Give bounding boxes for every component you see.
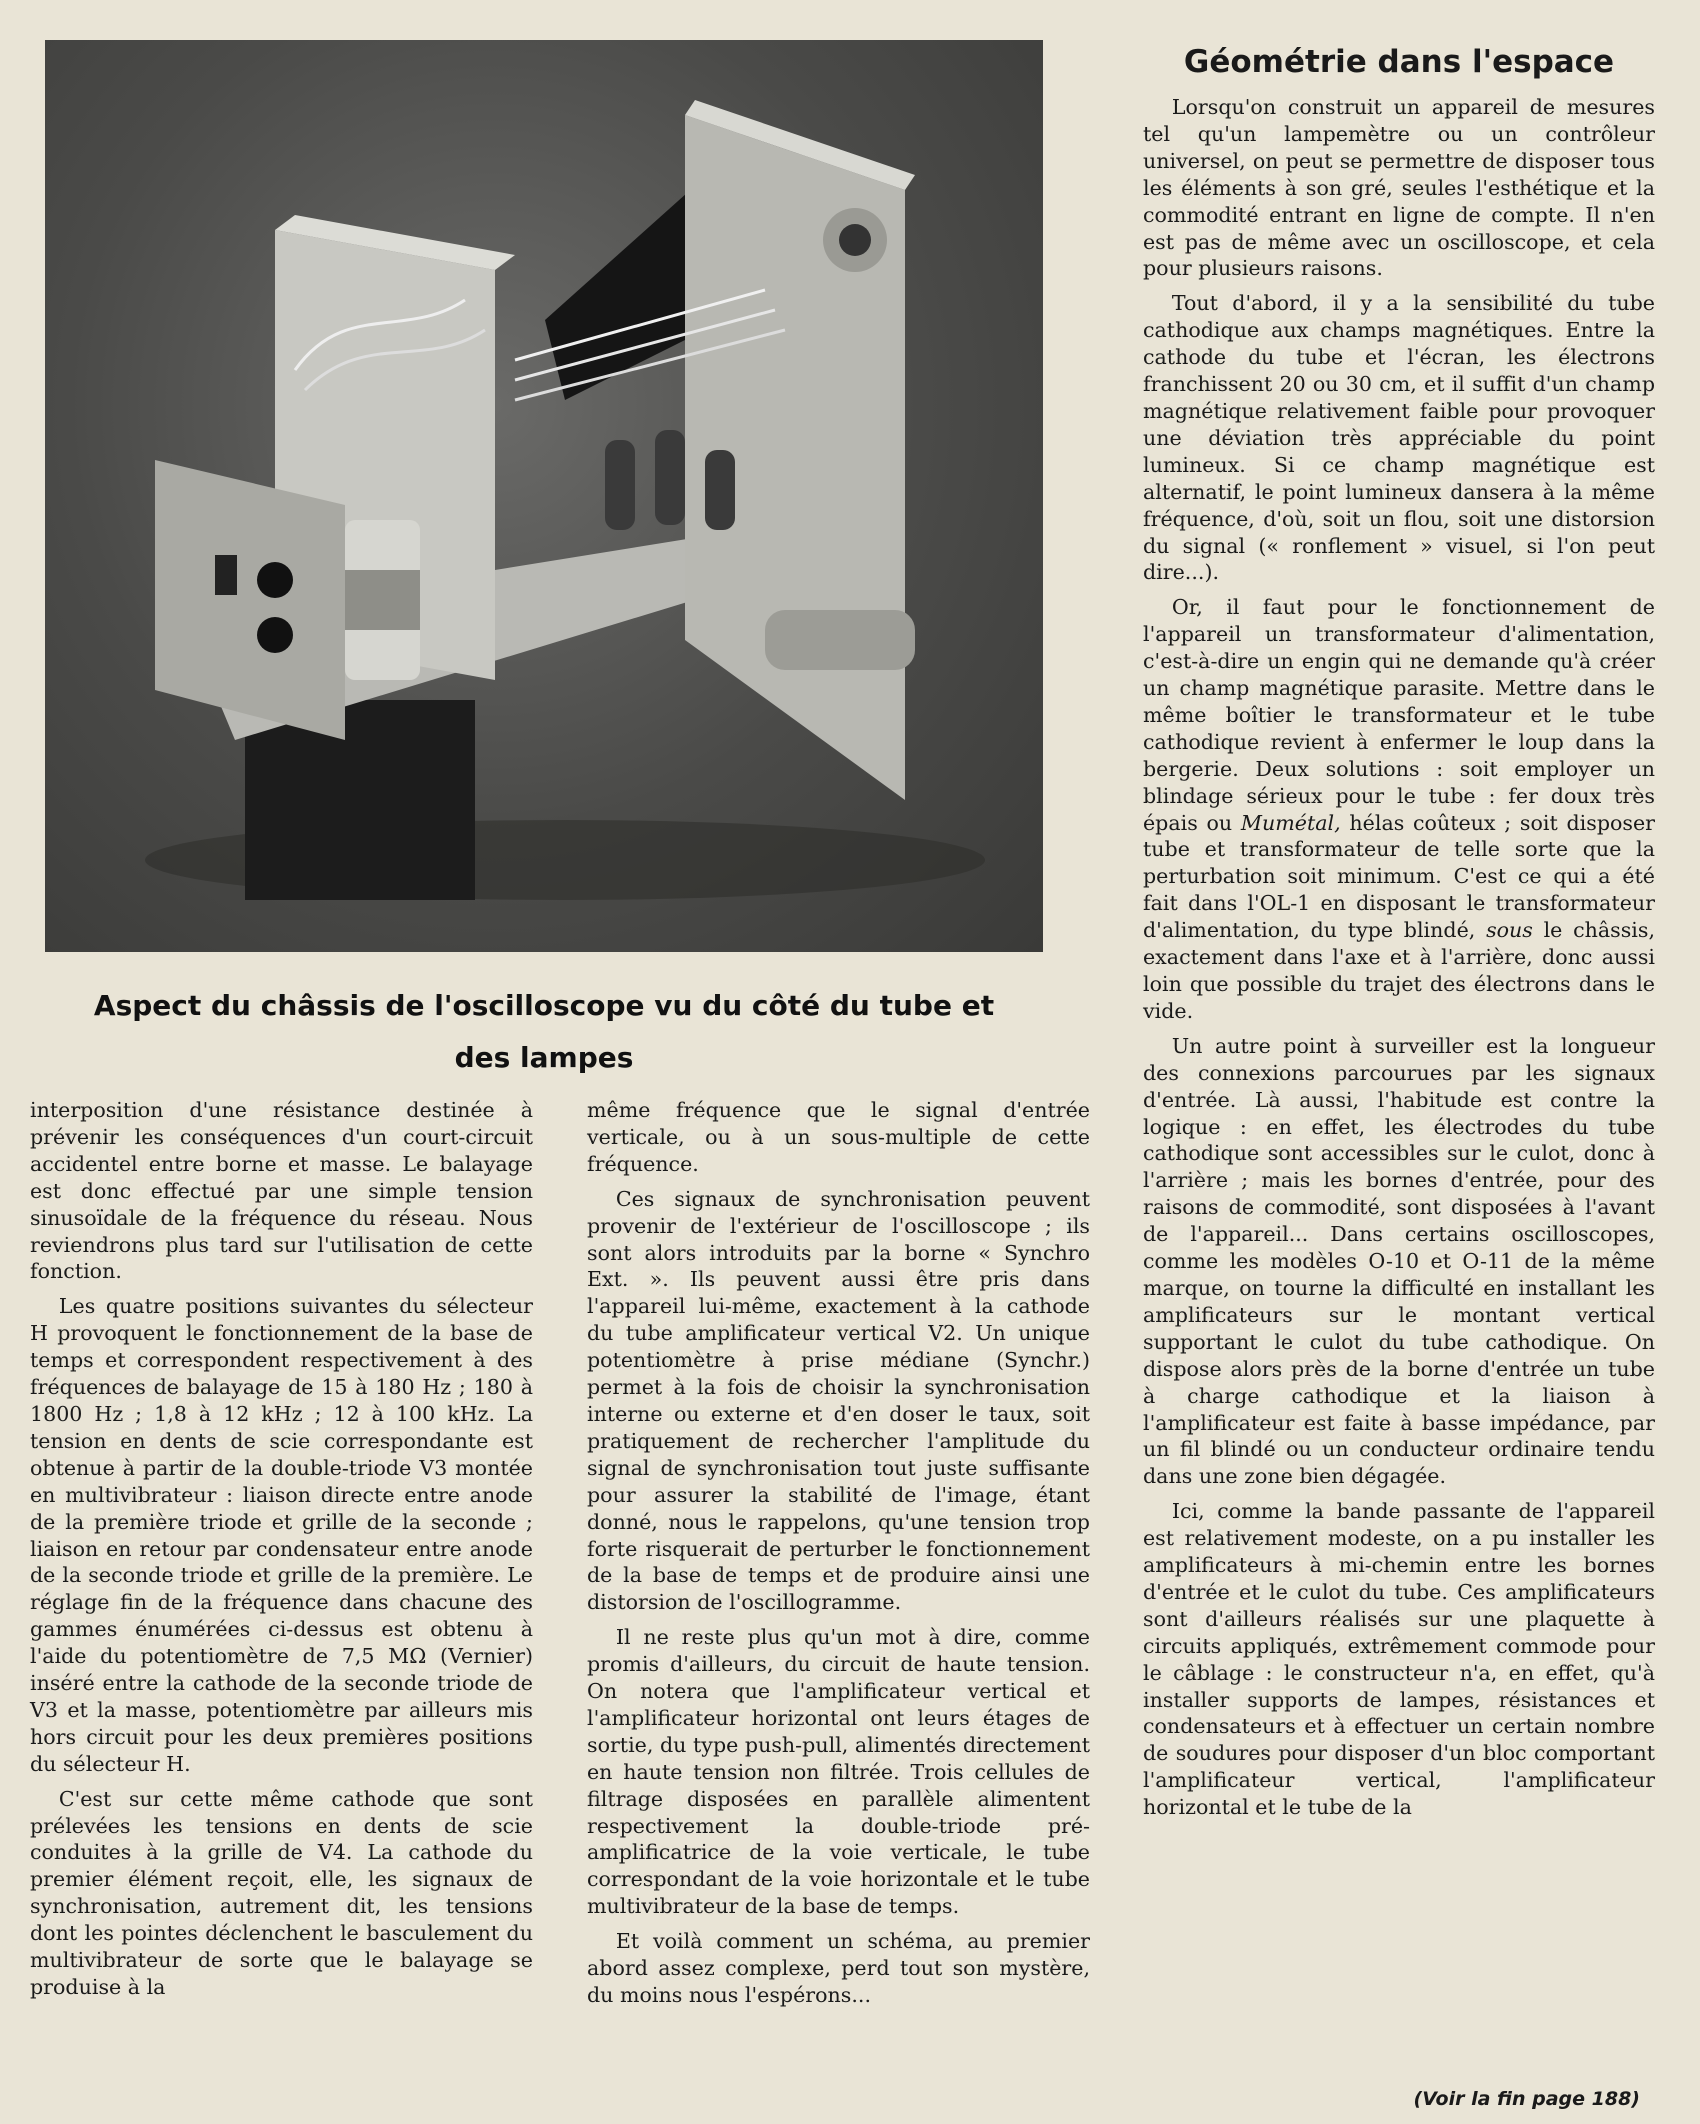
col3-paragraph-4: Un autre point à surveiller est la longueur des connexions parcourues par les signaux d'entrée. Là aussi, l'habitude est contre la logique : en effet, les électrodes du tube cathodique sont accessibles sur le culot, donc à l'arrière ; mais les bornes d'entrée, pour des raisons de commodité, sont disposées à l'avant de l'appareil... Dans certains oscilloscopes, comme les modèles O-10 et O-11 de la même marque, on tourne la difficulté en installant les amplificateurs sur le montant vertical supportant le culot du tube cathodique. On dispose alors près de la borne d'entrée un tube à charge cathodique et la liaison à l'amplificateur est faite à basse impédance, par un fil blindé ou un conducteur ordinaire tendu dans une zone bien dégagée. bbox=[1143, 1033, 1655, 1489]
col2-paragraph-4: Et voilà comment un schéma, au premier abord assez complexe, perd tout son mystère, du moins nous l'espérons... bbox=[587, 1929, 1090, 2007]
col3-p3-emphasis-sous: sous bbox=[1486, 918, 1533, 943]
col3-paragraph-5: Ici, comme la bande passante de l'appareil est relativement modeste, on a pu installer les amplificateurs à mi-chemin entre les bornes d'entrée et le culot du tube. Ces amplificateurs sont d'ailleurs réalisés sur une plaquette à circuits appliqués, extrêmement commode pour le câblage : le constructeur n'a, en effet, qu'à installer supports de lampes, résistances et condensateurs et à effectuer un certain nombre de soudures pour disposer d'un bloc comportant l'amplificateur vertical, l'amplificateur horizontal et le tube de la bbox=[1143, 1499, 1655, 1820]
transformer-block bbox=[245, 700, 475, 900]
col3-paragraph-2: Tout d'abord, il y a la sensibilité du tube cathodique aux champs magnétiques. Entre la cathode du tube et l'écran, les électrons franchissent 20 ou 30 cm, et il suffit d'un champ magnétique relativement faible pour provoquer une déviation très appréciable du point lumineux. Si ce champ magnétique est alternatif, le point lumineux dansera à la même fréquence, d'où, soit un flou, soit une distorsion du signal (« ronflement » visuel, si l'on peut dire...). bbox=[1143, 291, 1655, 585]
column-1 bbox=[30, 1097, 533, 2001]
col3-p3-emphasis-mumetal: Mumétal, bbox=[1240, 810, 1341, 835]
col2-paragraph-3: Il ne reste plus qu'un mot à dire, comme promis d'ailleurs, du circuit de haute tension. On notera que l'amplificateur vertical et l'amplificateur horizontal ont leurs étages de sortie, du type push-pull, alimentés directement en haute tension non filtrée. Trois cellules de filtrage disposées en parallèle alimentent respectivement la double-triode pré-amplificatrice de la voie verticale, le tube correspondant de la voie horizontale et le tube multivibrateur de la base de temps. bbox=[587, 1625, 1090, 1919]
caption-line-1: Aspect du châssis de l'oscilloscope vu du côté du tube et bbox=[93, 989, 995, 1022]
chassis-illustration bbox=[45, 40, 1043, 952]
col1-paragraph-1: interposition d'une résistance destinée à prévenir les conséquences d'un court-circuit accidentel entre borne et masse. Le balayage est donc effectué par une simple tension sinusoïdale de la fréquence du réseau. Nous reviendrons plus tard sur l'utilisation de cette fonction. bbox=[30, 1098, 533, 1284]
oscilloscope-chassis-photo bbox=[45, 40, 1043, 952]
column-2 bbox=[587, 1097, 1090, 2009]
col1-paragraph-2: Les quatre positions suivantes du sélecteur H provoquent le fonctionnement de la base de temps et correspondent respectivement à des fréquences de balayage de 15 à 180 Hz ; 180 à 1800 Hz ; 1,8 à 12 kHz ; 12 à 100 kHz. La tension en dents de scie correspondante est obtenue à partir de la double-triode V3 montée en multivibrateur : liaison directe entre anode de la première triode et grille de la seconde ; liaison en retour par condensateur entre anode de la seconde triode et grille de la première. Le réglage fin de la fréquence dans chacune des gammes énumérées ci-dessus est obtenu à l'aide du potentiomètre de 7,5 MΩ (Vernier) inséré entre la cathode de la seconde triode de V3 et la masse, potentiomètre par ailleurs mis hors circuit pour les deux premières positions du sélecteur H. bbox=[30, 1294, 533, 1776]
col1-paragraph-3: C'est sur cette même cathode que sont prélevées les tensions en dents de scie conduites à la grille de V4. La cathode du premier élément reçoit, elle, les signaux de synchronisation, autrement dit, les tensions dont les pointes déclenchent le basculement du multivibrateur de sorte que le balayage se produise à la bbox=[30, 1786, 533, 1999]
column-3 bbox=[1143, 94, 1655, 1821]
col2-paragraph-2: Ces signaux de synchronisation peuvent provenir de l'extérieur de l'oscilloscope ; ils sont alors introduits par la borne « Synchro Ext. ». Ils peuvent aussi être pris dans l'appareil lui-même, exactement à la cathode du tube amplificateur vertical V2. Un unique potentiomètre à prise médiane (Synchr.) permet à la fois de choisir la synchronisation interne ou externe et d'en doser le taux, soit pratiquement de rechercher l'amplitude du signal de synchronisation tout juste suffisante pour assurer la stabilité de l'image, étant donné, nous le rappelons, qu'une tension trop forte risquerait de perturber le fonctionnement de la base de temps et de produire ainsi une distorsion de l'oscillogramme. bbox=[587, 1186, 1090, 1615]
caption-line-2: des lampes bbox=[454, 1041, 634, 1074]
col3-paragraph-1: Lorsqu'on construit un appareil de mesures tel qu'un lampemètre ou un contrôleur universel, on peut se permettre de disposer tous les éléments à son gré, seules l'esthétique et la commodité entrant en ligne de compte. Il n'en est pas de même avec un oscilloscope, et cela pour plusieurs raisons. bbox=[1143, 95, 1655, 281]
col3-p3-part-b: hélas coûteux ; soit disposer tube et transformateur de telle sorte que la perturbation soit minimum. C'est ce qui a été fait dans l'OL-1 en disposant le transformateur d'alimentation, du type blindé, bbox=[1143, 810, 1656, 943]
col2-paragraph-1: même fréquence que le signal d'entrée verticale, ou à un sous-multiple de cette fréquence. bbox=[587, 1098, 1090, 1176]
photo-caption bbox=[45, 980, 1043, 1084]
col3-p3-part-c: le châssis, exactement dans l'axe et à l'arrière, donc aussi loin que possible du trajet des électrons dans le vide. bbox=[1143, 918, 1656, 1023]
col3-paragraph-3 bbox=[1143, 594, 1655, 1025]
section-heading: Géométrie dans l'espace bbox=[1183, 44, 1615, 80]
continuation-note: (Voir la fin page 188) bbox=[1413, 2088, 1640, 2110]
col3-p3-part-a: Or, il faut pour le fonctionnement de l'appareil un transformateur d'alimentation, c'est-à-dire un engin qui ne demande qu'à créer un champ magnétique parasite. Mettre dans le même boîtier le transformateur et le tube cathodique revient à enfermer le loup dans la bergerie. Deux solutions : soit employer un blindage sérieux pour le tube : fer doux très épais ou bbox=[1143, 595, 1655, 835]
